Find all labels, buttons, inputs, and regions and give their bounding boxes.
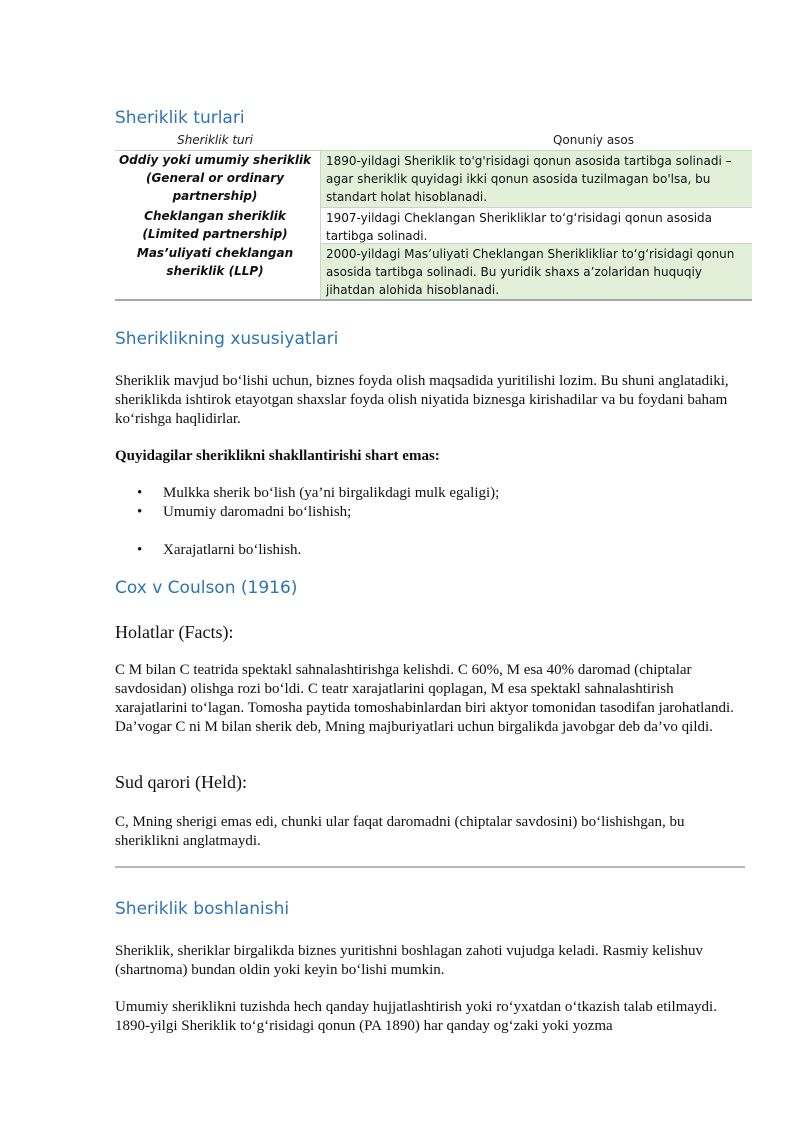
features-paragraph: Sheriklik mavjud bo‘lishi uchun, biznes foyda olish maqsadida yuritilishi lozim. Bu shuni anglatadiki, sheriklikda ishtirok etayotgan shaxslar foyda olish niyatida biznesga kirishadilar va bu foydani baham ko‘rishga haqlidirlar. xyxy=(115,373,729,427)
start-paragraph-2: Umumiy sheriklikni tuzishda hech qanday hujjatlashtirish yoki ro‘yxatdan o‘tkazish talab etilmaydi. 1890-yilgi Sheriklik to‘g‘risidagi qonun (PA 1890) har qanday og‘zaki yoki yozma xyxy=(115,999,717,1034)
table-cell-type: Cheklangan sheriklik (Limited partnership) xyxy=(142,209,288,241)
not-sufficient-title: Quyidagilar sheriklikni shakllantirishi shart emas: xyxy=(115,448,440,464)
section-heading-start: Sheriklik boshlanishi xyxy=(115,899,290,919)
section-heading-features: Sheriklikning xususiyatlari xyxy=(115,329,339,349)
table-header-basis: Qonuniy asos xyxy=(552,133,635,147)
list-item-text: Umumiy daromadni bo‘lishish; xyxy=(163,504,352,520)
table-header xyxy=(115,133,752,150)
facts-heading: Holatlar (Facts): xyxy=(115,622,234,642)
list-item-text: Mulkka sherik bo‘lish (ya’ni birgalikdagi mulk egaligi); xyxy=(163,485,500,501)
facts-paragraph: C M bilan C teatrida spektakl sahnalashtirishga kelishdi. C 60%, M esa 40% daromad (chiptalar savdosidan) olishga rozi bo‘ldi. C teatr xarajatlarini qoplagan, M esa spektakl sahnalashtirish xarajatlarini to‘lagan. Tomosha paytida tomoshabinlardan biri aktyor tomonidan tasodifan jarohatlandi. Da’vogar C ni M bilan sherik deb, Mning majburiyatlari uchun birgalikda javobgar deb da’vo qildi. xyxy=(115,662,734,735)
held-paragraph: C, Mning sherigi emas edi, chunki ular faqat daromadni (chiptalar savdosini) bo‘lishishgan, bu sheriklikni anglatmaydi. xyxy=(115,814,685,849)
table-row xyxy=(115,151,752,207)
table-cell-basis: 1907-yildagi Cheklangan Sherikliklar to‘g‘risidagi qonun asosida tartibga solinadi. xyxy=(320,207,752,244)
table-cell-basis: 2000-yildagi Mas’uliyati Cheklangan Sheriklikliar to‘g‘risidagi qonun asosida tartibga solinadi. Bu yuridik shaxs a’zolaridan huquqiy jihatdan alohida hisoblanadi. xyxy=(320,244,752,299)
list-item-text: Xarajatlarni bo‘lishish. xyxy=(163,542,302,558)
start-paragraph-1: Sheriklik, sheriklar birgalikda biznes yuritishni boshlagan zahoti vujudga keladi. Rasmiy kelishuv (shartnoma) bundan oldin yoki keyin bo‘lishi mumkin. xyxy=(115,943,703,978)
partnership-types-table xyxy=(115,150,752,301)
section-heading-case: Cox v Coulson (1916) xyxy=(115,578,298,598)
table-row xyxy=(115,207,752,244)
bullet-icon: • xyxy=(137,504,143,520)
held-heading: Sud qarori (Held): xyxy=(115,772,247,792)
section-divider xyxy=(115,866,745,868)
table-cell-type: Mas’uliyati cheklangan sheriklik (LLP) xyxy=(136,246,294,278)
table-row xyxy=(115,244,752,299)
list-item xyxy=(115,503,499,522)
table-header-type: Sheriklik turi xyxy=(177,133,253,147)
table-cell-basis: 1890-yildagi Sheriklik to'g'risidagi qonun asosida tartibga solinadi – agar sheriklik quyidagi ikki qonun asosida tuzilmagan bo'lsa, bu standart holat hisoblanadi. xyxy=(320,151,752,207)
bullet-icon: • xyxy=(137,542,143,558)
section-heading-types: Sheriklik turlari xyxy=(115,108,245,128)
bullet-list xyxy=(115,484,499,560)
table-cell-type: Oddiy yoki umumiy sheriklik (General or ordinary partnership) xyxy=(118,153,312,203)
list-item xyxy=(115,541,499,560)
list-item xyxy=(115,484,499,503)
bullet-icon: • xyxy=(137,485,143,501)
